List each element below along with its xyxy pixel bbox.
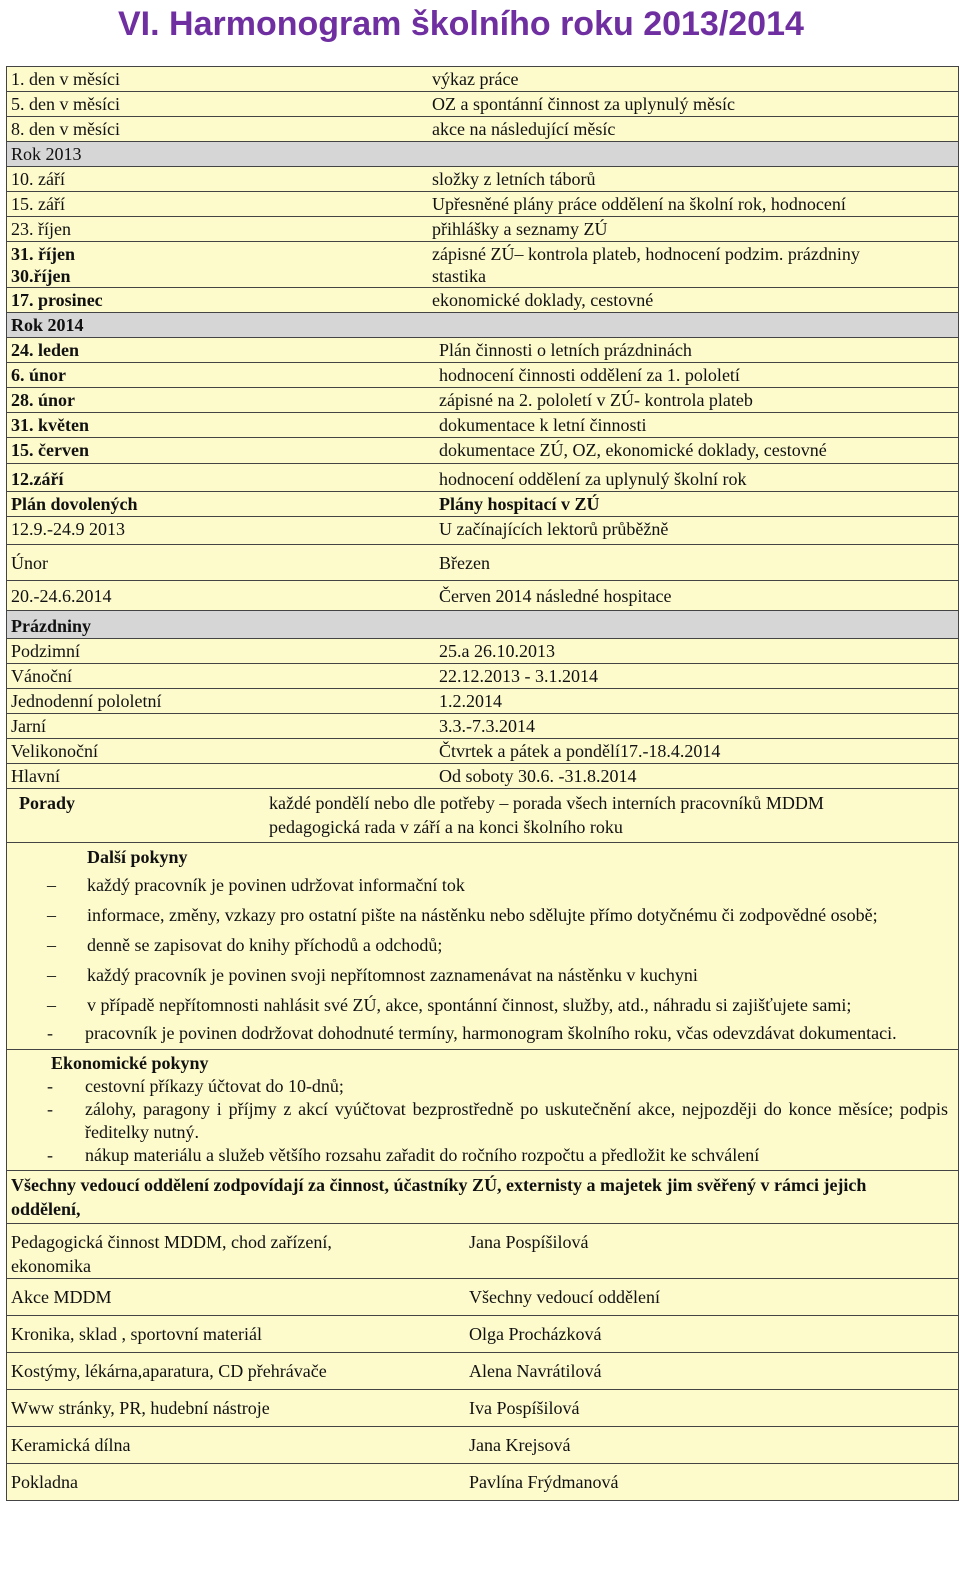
list-item: – každý pracovník je povinen svoji nepřítomnost zaznamenávat na nástěnku v kuchyni: [7, 963, 958, 987]
row-task: hodnocení činnosti oddělení za 1. pololetí: [439, 365, 740, 385]
table-row: [7, 1224, 958, 1279]
holiday-name: Jarní: [11, 716, 46, 736]
table-row: [7, 764, 958, 789]
holiday-date: 22.12.2013 - 3.1.2014: [439, 666, 598, 686]
row-task: Upřesněné plány práce oddělení na školní rok, hodnocení: [432, 194, 846, 214]
row-date: 23. říjen: [11, 219, 71, 239]
table-row: [7, 464, 958, 492]
resp-person: Jana Pospíšilová: [469, 1232, 589, 1252]
row-date: 20.-24.6.2014: [11, 585, 112, 606]
holiday-date: 25.a 26.10.2013: [439, 641, 555, 661]
resp-area: Akce MDDM: [11, 1287, 112, 1307]
responsibility-table: [7, 1224, 958, 1501]
list-item: – denně se zapisovat do knihy příchodů a odchodů;: [7, 933, 958, 957]
list-item: – v případě nepřítomnosti nahlásit své ZÚ, akce, spontánní činnost, služby, atd., náhradu si zajišťujete sami;: [7, 993, 958, 1017]
table-row: [7, 1316, 958, 1353]
resp-person: Iva Pospíšilová: [469, 1398, 580, 1418]
row-task: výkaz práce: [432, 69, 519, 89]
row-date: 10. září: [11, 169, 65, 189]
row-task: zápisné na 2. pololetí v ZÚ- kontrola plateb: [439, 390, 753, 410]
table-row: [7, 92, 958, 117]
table-row: [7, 438, 958, 464]
row-task: hodnocení oddělení za uplynulý školní rok: [439, 469, 747, 489]
holiday-name: Podzimní: [11, 641, 81, 661]
table-row: [7, 1279, 958, 1316]
porady-block: [7, 789, 958, 843]
table-row: [7, 1390, 958, 1427]
table-row: [7, 288, 958, 313]
table-row: [7, 739, 958, 764]
resp-area: Kronika, sklad , sportovní materiál: [11, 1324, 262, 1344]
row-date: 30.říjen: [11, 266, 71, 286]
resp-area: Pokladna: [11, 1472, 78, 1492]
resp-person: Olga Procházková: [469, 1324, 602, 1344]
porady-label: Porady: [19, 793, 75, 813]
row-task: akce na následující měsíc: [432, 119, 616, 139]
leaders-responsibility-note: Všechny vedoucí oddělení zodpovídají za činnost, účastníky ZÚ, externisty a majetek jim svěřený v rámci jejich oddělení,: [7, 1171, 958, 1224]
row-date: 28. únor: [11, 390, 76, 410]
holiday-date: 3.3.-7.3.2014: [439, 716, 535, 736]
dash-icon: –: [47, 905, 56, 925]
other-instructions: [7, 843, 958, 1050]
resp-area: Keramická dílna: [11, 1435, 131, 1455]
row-task: Březen: [439, 552, 490, 573]
table-row: [7, 689, 958, 714]
list-item: - nákup materiálu a služeb většího rozsahu zařadit do ročního rozpočtu a předložit ke schválení: [7, 1144, 958, 1167]
row-date: 15. září: [11, 194, 65, 214]
row-task: Plán činnosti o letních prázdninách: [439, 340, 692, 360]
page-title: VI. Harmonogram školního roku 2013/2014: [118, 5, 804, 43]
hyphen-icon: -: [47, 1145, 53, 1165]
table-row: [7, 1427, 958, 1464]
table-row: [7, 545, 958, 581]
table-row: [7, 714, 958, 739]
table-row: [7, 1353, 958, 1390]
plans-header: Plán dovolených Plány hospitací v ZÚ: [7, 492, 958, 517]
holiday-name: Vánoční: [11, 666, 72, 686]
row-date: 1. den v měsíci: [11, 69, 120, 89]
row-date: 15. červen: [11, 440, 89, 460]
row-date: 31. říjen: [11, 244, 75, 264]
resp-person: Všechny vedoucí oddělení: [469, 1287, 660, 1307]
table-row: [7, 217, 958, 242]
row-task: U začínajících lektorů průběžně: [439, 519, 669, 539]
table-row: [7, 1464, 958, 1501]
hyphen-icon: -: [47, 1099, 53, 1119]
resp-person: Jana Krejsová: [469, 1435, 571, 1455]
resp-person: Alena Navrátilová: [469, 1361, 602, 1381]
row-task: ekonomické doklady, cestovné: [432, 290, 654, 310]
table-row: [7, 167, 958, 192]
row-task: zápisné ZÚ– kontrola plateb, hodnocení podzim. prázdniny: [432, 244, 860, 264]
row-date: 12.9.-24.9 2013: [11, 519, 125, 539]
hyphen-icon: -: [47, 1023, 53, 1043]
table-row: [7, 639, 958, 664]
dash-icon: –: [47, 965, 56, 985]
porady-text: pedagogická rada v září a na konci školního roku: [269, 817, 623, 837]
row-date: Únor: [11, 552, 48, 573]
row-date: 6. únor: [11, 365, 67, 385]
list-item: – informace, změny, vzkazy pro ostatní pište na nástěnku nebo sdělujte přímo dotyčnému či zodpovědné osobě;: [7, 903, 958, 927]
row-task: stastika: [432, 266, 486, 286]
list-item: - zálohy, paragony i příjmy z akcí vyúčtovat bezprostředně po uskutečnění akce, nejpozději do konce měsíce; podpis ředitelky nutný.: [7, 1098, 958, 1144]
table-row: [7, 581, 958, 611]
section-header-holidays: Prázdniny: [7, 611, 958, 639]
section-header-2014: Rok 2014: [7, 313, 958, 338]
holiday-name: Hlavní: [11, 766, 60, 786]
row-task: dokumentace ZÚ, OZ, ekonomické doklady, cestovné: [439, 440, 827, 460]
dash-icon: –: [47, 935, 56, 955]
row-date: 5. den v měsíci: [11, 94, 120, 114]
section-header-2013: Rok 2013: [7, 142, 958, 167]
hyphen-icon: -: [47, 1076, 53, 1096]
resp-area: Www stránky, PR, hudební nástroje: [11, 1398, 270, 1418]
list-item: – každý pracovník je povinen udržovat informační tok: [7, 873, 958, 897]
row-task: složky z letních táborů: [432, 169, 596, 189]
dash-icon: –: [47, 875, 56, 895]
row-task: přihlášky a seznamy ZÚ: [432, 219, 608, 239]
list-item: - cestovní příkazy účtovat do 10-dnů;: [7, 1075, 958, 1098]
porady-text: každé pondělí nebo dle potřeby – porada všech interních pracovníků MDDM: [269, 793, 824, 813]
dash-icon: –: [47, 995, 56, 1015]
holiday-date: Čtvrtek a pátek a pondělí17.-18.4.2014: [439, 741, 721, 761]
row-task: OZ a spontánní činnost za uplynulý měsíc: [432, 94, 735, 114]
resp-person: Pavlína Frýdmanová: [469, 1472, 619, 1492]
table-row: [7, 338, 958, 363]
resp-area: Pedagogická činnost MDDM, chod zařízení, ekonomika: [11, 1232, 332, 1276]
table-row: [7, 517, 958, 545]
section-heading: Další pokyny: [87, 847, 188, 867]
section-heading: Ekonomické pokyny: [51, 1053, 209, 1073]
holiday-date: 1.2.2014: [439, 691, 502, 711]
list-item: - pracovník je povinen dodržovat dohodnuté termíny, harmonogram školního roku, včas odevzdávat dokumentaci.: [7, 1021, 958, 1045]
holiday-name: Velikonoční: [11, 741, 98, 761]
resp-area: Kostýmy, lékárna,aparatura, CD přehrávače: [11, 1361, 327, 1381]
economic-instructions: [7, 1050, 958, 1171]
row-date: 17. prosinec: [11, 290, 103, 310]
row-date: 8. den v měsíci: [11, 119, 120, 139]
row-date: 24. leden: [11, 340, 80, 360]
row-date: 31. květen: [11, 415, 89, 435]
row-task: Červen 2014 následné hospitace: [439, 585, 672, 606]
table-row: [7, 117, 958, 142]
holiday-name: Jednodenní pololetní: [11, 691, 162, 711]
table-row: [7, 413, 958, 438]
row-date: 12.září: [11, 469, 64, 489]
table-row: [7, 67, 958, 92]
holiday-date: Od soboty 30.6. -31.8.2014: [439, 766, 637, 786]
table-row: [7, 388, 958, 413]
row-task: dokumentace k letní činnosti: [439, 415, 647, 435]
table-row: [7, 242, 958, 288]
table-row: [7, 363, 958, 388]
schedule-sheet: [6, 66, 959, 1501]
table-row: [7, 192, 958, 217]
table-row: [7, 664, 958, 689]
